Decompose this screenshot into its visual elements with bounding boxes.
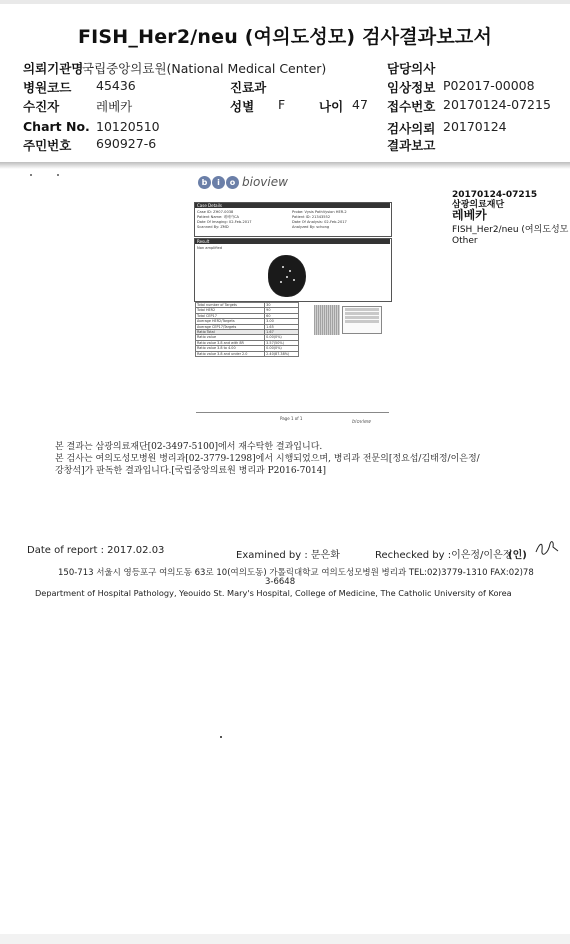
table-row	[196, 351, 299, 356]
case-field: Probe: Vysis PathVysion HER-2	[292, 210, 347, 214]
table-cell: Average CEP17/Targets	[196, 324, 265, 329]
case-field: Patient Name: 레베카CA	[197, 215, 239, 219]
address-line-cont: 3-6648	[265, 577, 296, 587]
table-cell: Ratio value 3.8 and under 2.0	[196, 351, 265, 356]
institution-label: 의뢰기관명	[23, 61, 84, 76]
scan-speck	[57, 174, 59, 176]
hospital-code-label: 병원코드	[23, 80, 72, 95]
table-cell: 3.57(50%)	[265, 340, 299, 345]
id-no-label: 주민번호	[23, 138, 72, 153]
examined-by: Examined by : 문은화	[236, 550, 340, 561]
logo-mark-icon: i	[212, 176, 225, 189]
legend-line	[345, 312, 379, 315]
case-details-title: Case Details	[195, 203, 390, 208]
thumbnail-page-label: Page 1 of 1	[280, 416, 303, 421]
table-cell: 60	[265, 313, 299, 318]
signature-image	[534, 538, 560, 558]
report-title: FISH_Her2/neu (여의도성모) 검사결과보고서	[77, 26, 493, 48]
result-text: Non amplified	[197, 246, 223, 250]
bioview-logo	[198, 172, 288, 192]
table-cell: 30	[265, 303, 299, 308]
side-lab-name: 삼광의료재단	[452, 200, 505, 210]
test-date-label: 검사의뢰	[387, 121, 436, 136]
table-cell: Ratio Total	[196, 330, 265, 335]
sex-label: 성별	[230, 99, 255, 114]
case-field: Analyzed By: schong	[292, 225, 330, 229]
signal-dot	[293, 279, 295, 281]
hospital-code-value: 45436	[96, 78, 136, 93]
case-field: Case ID: ZH07-0038	[197, 210, 234, 214]
note-line-3: 강창석]가 판독한 결과입니다.[국립중앙의료원 병리과 P2016-7014]	[55, 466, 327, 476]
note-line-2: 본 검사는 여의도성모병원 병리과[02-3779-1298]에서 시행되었으며, 병리과 전문의[정요섭/김태정/이은정/	[55, 454, 480, 464]
result-report-label: 결과보고	[387, 138, 436, 153]
fish-results-table	[195, 302, 299, 357]
note-line-1: 본 결과는 삼광의료재단[02-3497-5100]에서 재수탁한 결과입니다.	[55, 442, 323, 452]
patient-value: 레베카	[96, 99, 133, 114]
fish-cell-image	[268, 255, 306, 297]
id-no-value: 690927-6	[96, 136, 157, 151]
age-value: 47	[352, 97, 368, 112]
result-title: Result	[195, 239, 390, 244]
department-line: Department of Hospital Pathology, Yeouido St. Mary's Hospital, College of Medicine, The Catholic University of Korea	[35, 588, 512, 598]
table-cell: Ratio value 3.8 and with 8R	[196, 340, 265, 345]
table-cell: 1.65	[265, 324, 299, 329]
department-label: 진료과	[230, 80, 267, 95]
case-field: Scanned By: ZMD	[197, 225, 229, 229]
receipt-no-label: 접수번호	[387, 99, 436, 114]
clinical-info-value: P02017-00008	[443, 78, 535, 93]
top-divider	[0, 0, 570, 4]
table-cell: 1.67	[265, 330, 299, 335]
side-test: FISH_Her2/neu (여의도성모	[452, 225, 569, 235]
signal-dot	[289, 270, 291, 272]
thumbnail-footer-logo: bioview	[352, 419, 372, 425]
table-cell: 0.00(0%)	[265, 346, 299, 351]
thumbnail-footer-line	[196, 412, 389, 413]
table-cell: Ratio value 3.8 to 4.00	[196, 346, 265, 351]
clinical-info-label: 임상정보	[387, 80, 436, 95]
sex-value: F	[278, 97, 286, 112]
date-of-report: Date of report : 2017.02.03	[27, 545, 165, 556]
case-field: Patient ID: 21343552	[292, 215, 331, 219]
doctor-label: 담당의사	[387, 61, 436, 76]
table-cell: Average HER2/Targets	[196, 319, 265, 324]
table-cell: 2.40(87.38%)	[265, 351, 299, 356]
legend-line	[345, 320, 379, 323]
test-date-value: 20170124	[443, 119, 507, 134]
scan-speck	[220, 736, 222, 738]
side-receipt-no: 20170124-07215	[452, 190, 538, 200]
address-line: 150-713 서울시 영등포구 여의도동 63로 10(여의도동) 가톨릭대학교 여의도성모병원 병리과 TEL:02)3779-1310 FAX:02)78	[58, 568, 534, 578]
logo-mark-icon: b	[198, 176, 211, 189]
histogram-legend	[342, 306, 382, 334]
table-cell: Ratio value	[196, 335, 265, 340]
institution-value: 국립중앙의료원(National Medical Center)	[82, 61, 327, 76]
signal-dot	[280, 281, 282, 283]
chart-no-label: Chart No.	[23, 119, 90, 134]
table-cell: Total number of Targets	[196, 303, 265, 308]
patient-label: 수진자	[23, 99, 60, 114]
side-patient: 레베카	[452, 208, 487, 222]
histogram-thumbnail	[314, 305, 340, 335]
logo-mark-icon: o	[226, 176, 239, 189]
table-cell: Total HER2	[196, 308, 265, 313]
legend-line	[345, 316, 379, 319]
scan-speck	[30, 174, 32, 176]
logo-text: bioview	[242, 175, 288, 189]
legend-line	[345, 308, 379, 311]
table-cell: 3.00	[265, 319, 299, 324]
table-cell: Total CEP17	[196, 313, 265, 318]
case-field: Date Of Analysis: 02-Feb-2017	[292, 220, 347, 224]
rechecked-by: Rechecked by :이은정/이은정	[375, 550, 513, 561]
signal-dot	[286, 276, 288, 278]
header-separator	[0, 162, 570, 169]
chart-no-value: 10120510	[96, 119, 160, 134]
case-field: Date Of Imaging: 02-Feb-2017	[197, 220, 252, 224]
table-cell: 0.00(0%)	[265, 335, 299, 340]
side-category: Other	[452, 236, 478, 246]
signal-dot	[282, 266, 284, 268]
age-label: 나이	[319, 99, 344, 114]
table-cell: 90	[265, 308, 299, 313]
receipt-no-value: 20170124-07215	[443, 97, 551, 112]
seal-mark: (인)	[508, 550, 527, 561]
